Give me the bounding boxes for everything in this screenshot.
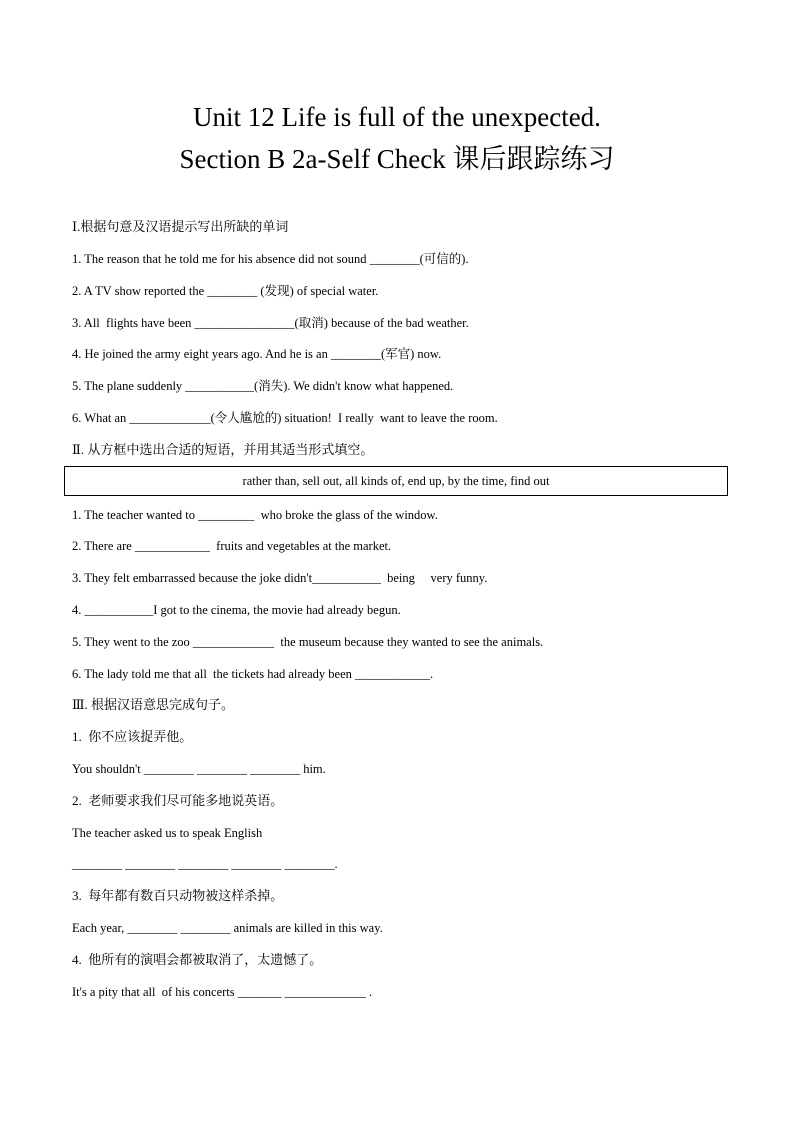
phrase-box [64,466,728,496]
title-line-2: Section B 2a-Self Check 课后跟踪练习 [179,144,615,174]
section-3-answer: You shouldn't ________ ________ ________ him. [72,762,326,776]
section-2-item: 4. ___________I got to the cinema, the movie had already begun. [72,603,401,617]
section-1-item: 5. The plane suddenly ___________(消失). We didn't know what happened. [72,379,454,393]
phrase-box-text: rather than, sell out, all kinds of, end up, by the time, find out [242,473,550,488]
section-3-answer: Each year, ________ ________ animals are killed in this way. [72,921,383,935]
section-2-item: 1. The teacher wanted to _________ who broke the glass of the window. [72,508,438,522]
section-3-prompt: 3. 每年都有数百只动物被这样杀掉。 [72,888,284,903]
section-2-heading: Ⅱ. 从方框中选出合适的短语，并用其适当形式填空。 [72,442,374,457]
section-2-item: 3. They felt embarrassed because the joke didn't___________ being very funny. [72,571,488,585]
section-3-heading: Ⅲ. 根据汉语意思完成句子。 [72,697,235,712]
section-2-item: 2. There are ____________ fruits and vegetables at the market. [72,539,392,553]
section-1-item: 6. What an _____________(令人尴尬的) situation! I really want to leave the room. [72,411,498,425]
section-1-item: 1. The reason that he told me for his absence did not sound ________(可信的). [72,252,469,266]
title-line-1: Unit 12 Life is full of the unexpected. [193,102,601,132]
section-1-heading: Ⅰ.根据句意及汉语提示写出所缺的单词 [72,219,289,234]
section-3-prompt: 4. 他所有的演唱会都被取消了，太遗憾了。 [72,952,323,967]
section-3-answer: The teacher asked us to speak English [72,826,263,840]
section-1-item: 4. He joined the army eight years ago. And he is an ________(军官) now. [72,347,442,361]
section-2-item: 5. They went to the zoo _____________ the museum because they wanted to see the animals. [72,635,544,649]
section-2-item: 6. The lady told me that all the tickets had already been ____________. [72,667,434,681]
section-3-prompt: 2. 老师要求我们尽可能多地说英语。 [72,793,284,808]
section-3-answer: It's a pity that all of his concerts _______ _____________ . [72,985,373,999]
section-3-answer: ________ ________ ________ ________ ________. [72,857,338,871]
section-1-item: 3. All flights have been ________________(取消) because of the bad weather. [72,316,469,330]
section-3-prompt: 1. 你不应该捉弄他。 [72,729,193,744]
section-1-item: 2. A TV show reported the ________ (发现) of special water. [72,284,379,298]
